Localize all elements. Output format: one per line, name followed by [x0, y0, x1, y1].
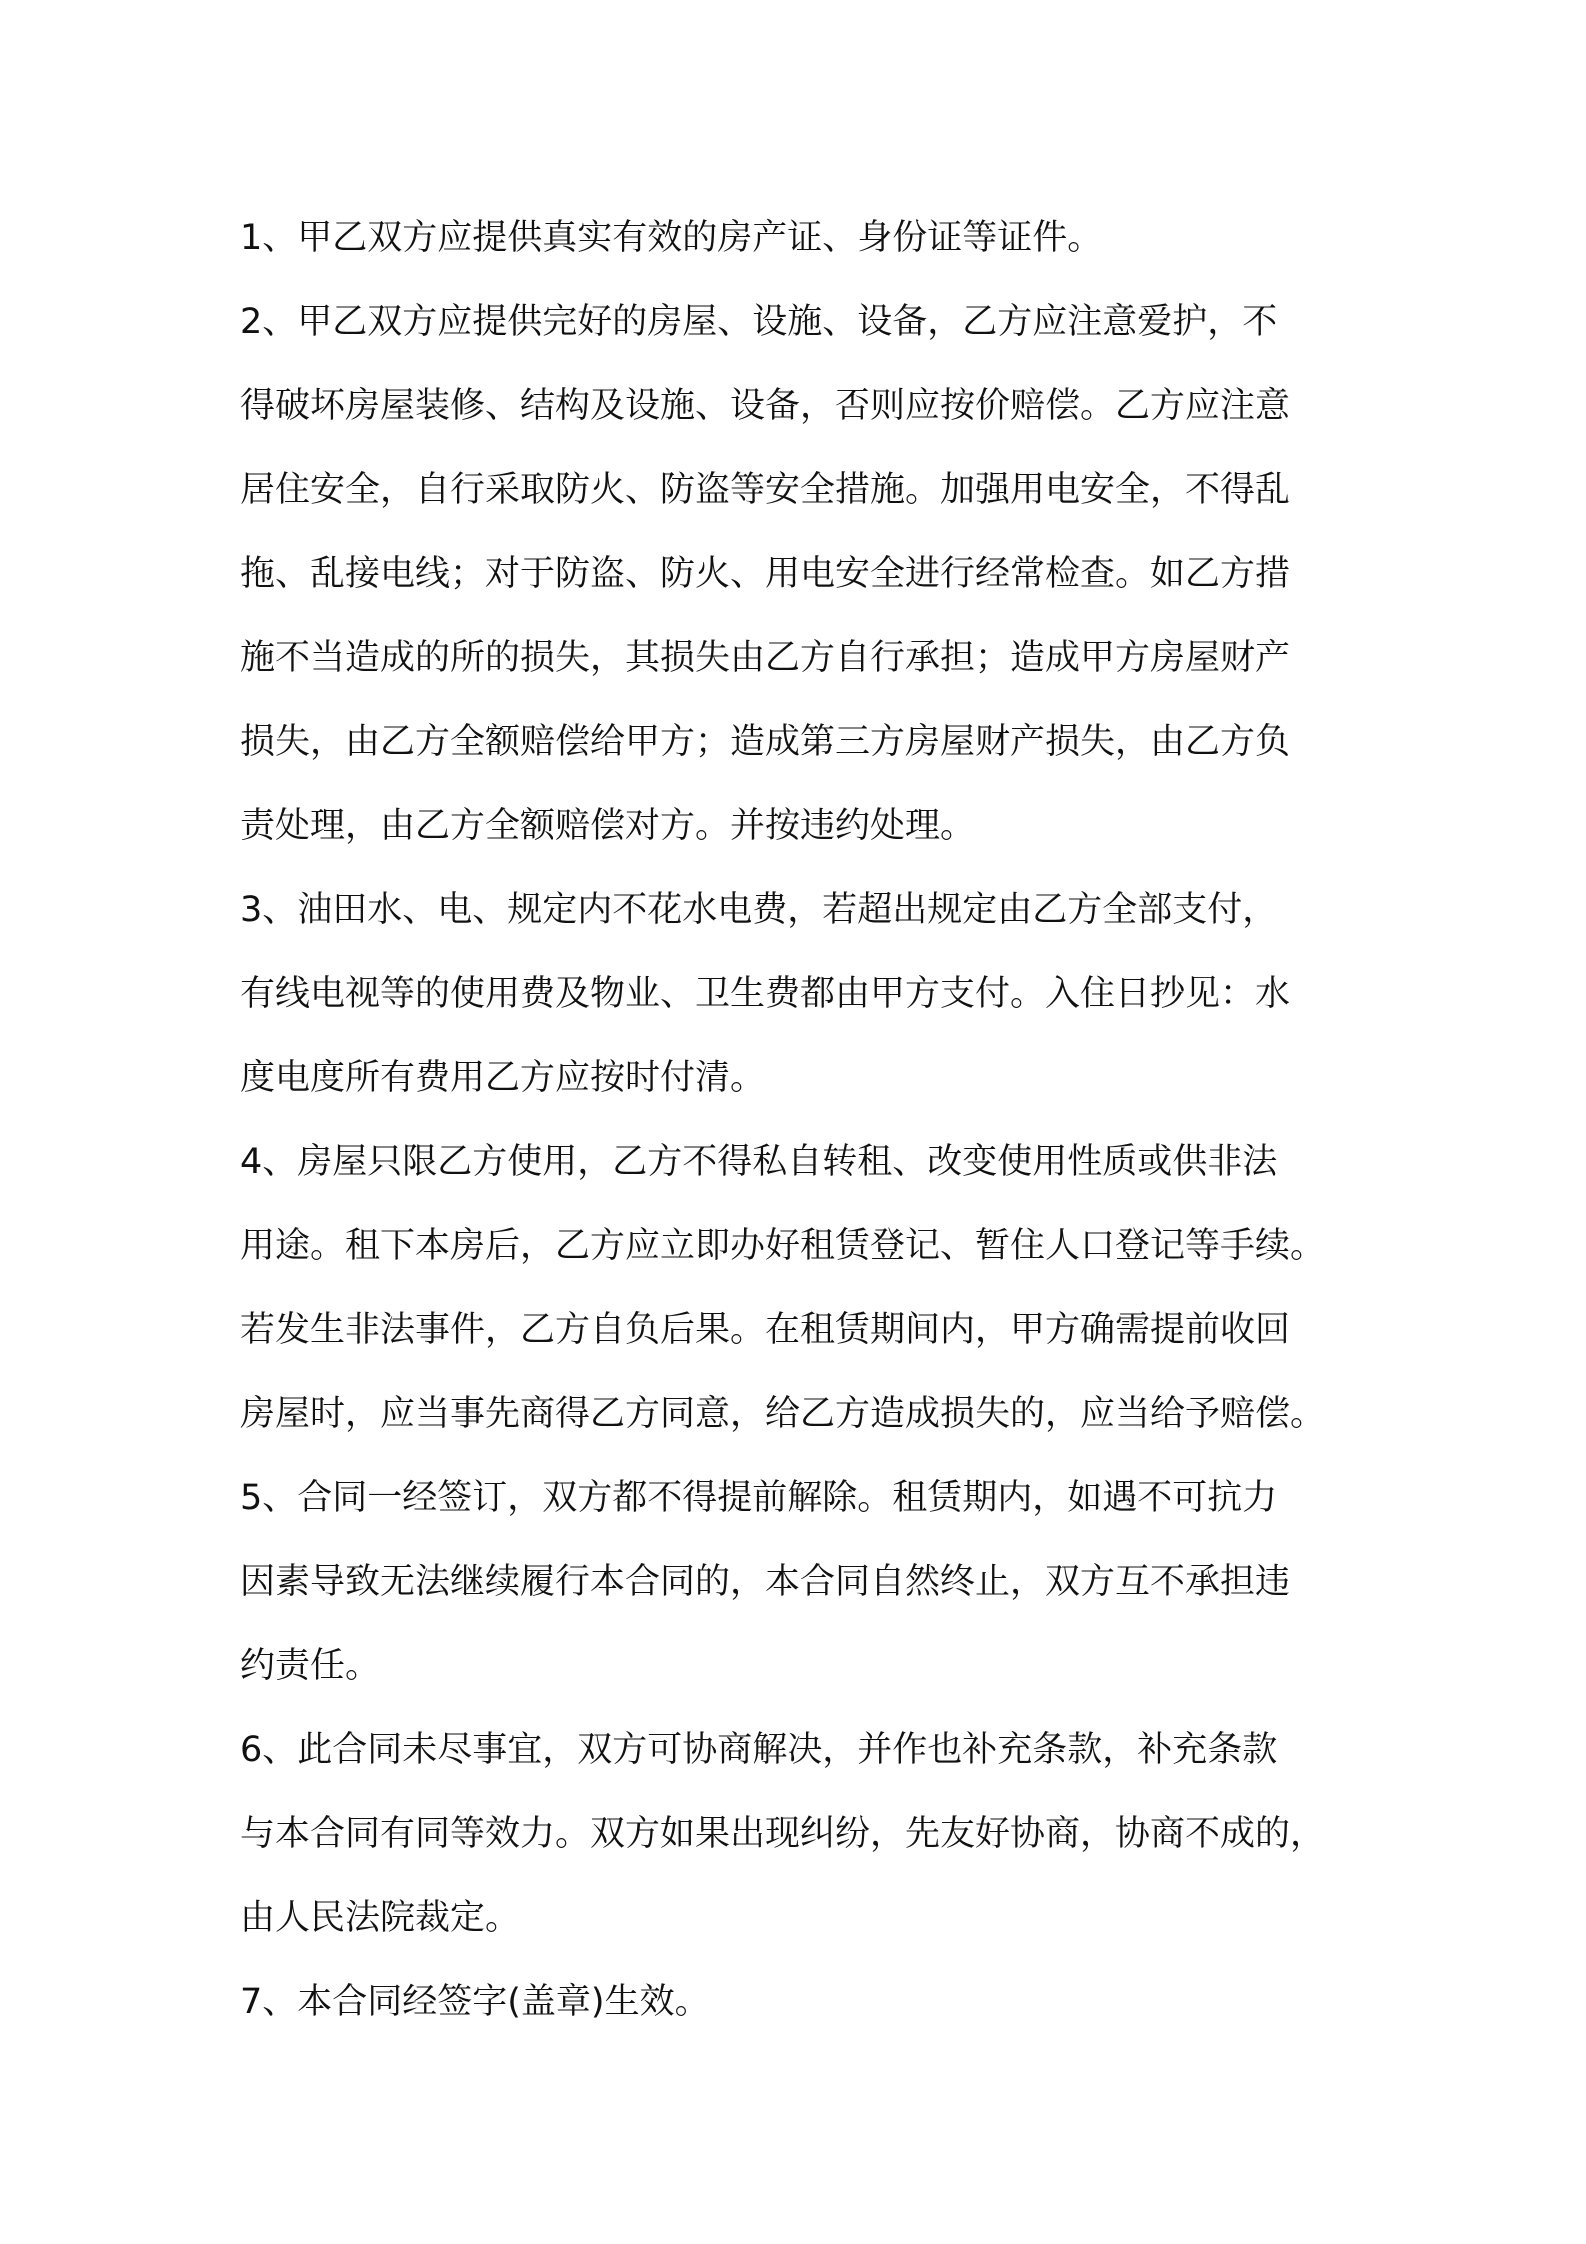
text-line-22: 7、本合同经签字(盖章)生效。	[240, 1982, 710, 2022]
text-line-17: 因素导致无法继续履行本合同的，本合同自然终止，双方互不承担违	[240, 1562, 1291, 1602]
text-line-18: 约责任。	[240, 1646, 381, 1686]
text-line-1: 1、甲乙双方应提供真实有效的房产证、身份证等证件。	[240, 218, 1103, 258]
text-line-14: 若发生非法事件，乙方自负后果。在租赁期间内，甲方确需提前收回	[240, 1310, 1291, 1350]
text-line-7: 损失，由乙方全额赔偿给甲方；造成第三方房屋财产损失，由乙方负	[240, 722, 1291, 762]
text-line-6: 施不当造成的所的损失，其损失由乙方自行承担；造成甲方房屋财产	[240, 638, 1291, 678]
text-line-5: 拖、乱接电线；对于防盗、防火、用电安全进行经常检查。如乙方措	[240, 554, 1291, 594]
text-line-8: 责处理，由乙方全额赔偿对方。并按违约处理。	[240, 806, 976, 846]
text-line-20: 与本合同有同等效力。双方如果出现纠纷，先友好协商，协商不成的，	[240, 1814, 1326, 1854]
text-line-15: 房屋时，应当事先商得乙方同意，给乙方造成损失的，应当给予赔偿。	[240, 1394, 1326, 1434]
text-line-16: 5、合同一经签订，双方都不得提前解除。租赁期内，如遇不可抗力	[240, 1478, 1278, 1518]
text-line-3: 得破坏房屋装修、结构及设施、设备，否则应按价赔偿。乙方应注意	[240, 386, 1291, 426]
text-line-2: 2、甲乙双方应提供完好的房屋、设施、设备，乙方应注意爱护，不	[240, 302, 1278, 342]
text-line-12: 4、房屋只限乙方使用，乙方不得私自转租、改变使用性质或供非法	[240, 1142, 1278, 1182]
text-line-9: 3、油田水、电、规定内不花水电费，若超出规定由乙方全部支付，	[240, 890, 1278, 930]
text-line-4: 居住安全，自行采取防火、防盗等安全措施。加强用电安全，不得乱	[240, 470, 1291, 510]
text-line-11: 度电度所有费用乙方应按时付清。	[240, 1058, 766, 1098]
text-line-19: 6、此合同未尽事宜，双方可协商解决，并作也补充条款，补充条款	[240, 1730, 1278, 1770]
text-line-13: 用途。租下本房后，乙方应立即办好租赁登记、暂住人口登记等手续。	[240, 1226, 1326, 1266]
text-line-21: 由人民法院裁定。	[240, 1898, 521, 1938]
contract-terms	[240, 196, 1360, 2044]
text-line-10: 有线电视等的使用费及物业、卫生费都由甲方支付。入住日抄见：水	[240, 974, 1291, 1014]
